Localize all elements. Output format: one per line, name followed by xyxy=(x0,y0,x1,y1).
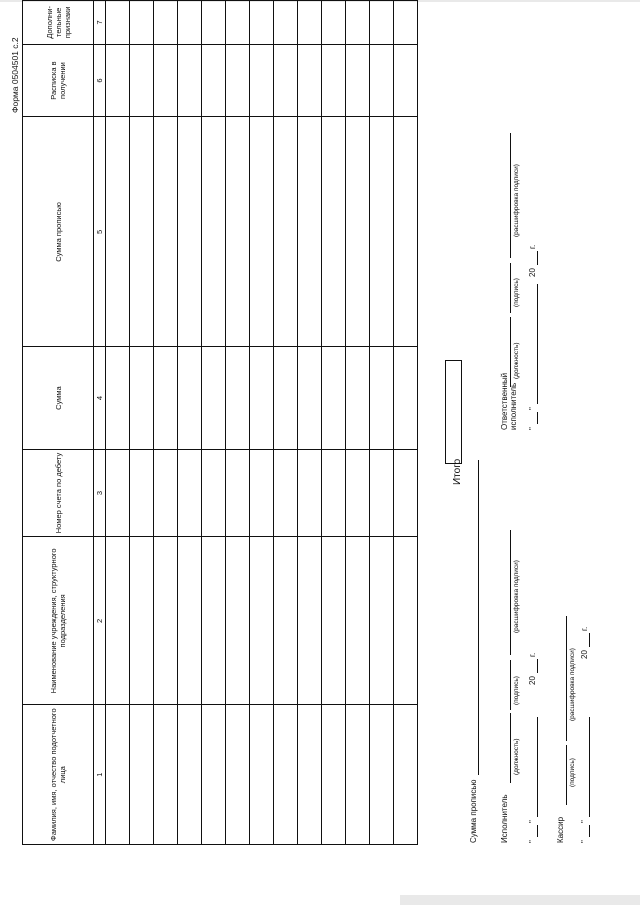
table-cell xyxy=(226,117,250,347)
table-cell xyxy=(370,705,394,845)
total-label: Итого xyxy=(452,458,463,485)
table-cell xyxy=(394,449,418,537)
table-cell xyxy=(346,449,370,537)
table-cell xyxy=(370,449,394,537)
table-cell xyxy=(154,44,178,117)
table-cell xyxy=(226,537,250,705)
table-cell xyxy=(346,537,370,705)
table-row xyxy=(226,1,250,845)
table-cell xyxy=(394,537,418,705)
col-header-receipt: Расписка в получении xyxy=(23,44,94,117)
responsible-label: Ответственный исполнитель xyxy=(500,372,518,430)
table-row xyxy=(178,1,202,845)
table-cell xyxy=(154,117,178,347)
executor-month-line xyxy=(537,717,538,817)
responsible-position-caption: (должность) xyxy=(513,342,520,379)
table-row xyxy=(394,1,418,845)
executor-decode-caption: (расшифровка подписи) xyxy=(513,560,520,633)
col-number: 1 xyxy=(94,705,106,845)
form-code: Форма 0504501 с.2 xyxy=(10,37,20,113)
col-number: 4 xyxy=(94,347,106,449)
table-cell xyxy=(130,117,154,347)
table-cell xyxy=(322,117,346,347)
table-cell xyxy=(202,537,226,705)
cashier-decode-caption: (расшифровка подписи) xyxy=(569,648,576,721)
executor-year-suffix: г. xyxy=(528,652,537,657)
table-cell xyxy=(370,1,394,45)
cashier-year-suffix: г. xyxy=(580,626,589,631)
table-cell xyxy=(178,705,202,845)
cashier-signature-caption: (подпись) xyxy=(569,758,576,787)
col-number: 3 xyxy=(94,449,106,537)
table-row xyxy=(370,1,394,845)
table-cell xyxy=(154,347,178,449)
responsible-year-line xyxy=(537,251,538,265)
cashier-decode-line xyxy=(566,616,567,741)
table-cell xyxy=(322,705,346,845)
table-cell xyxy=(178,44,202,117)
table-cell xyxy=(274,449,298,537)
table-cell xyxy=(322,347,346,449)
table-cell xyxy=(106,44,130,117)
table-cell xyxy=(346,44,370,117)
table-header-row xyxy=(23,1,94,845)
table-body xyxy=(106,1,418,845)
executor-decode-line xyxy=(510,530,511,655)
table-cell xyxy=(298,449,322,537)
table-cell xyxy=(274,44,298,117)
table-cell xyxy=(130,705,154,845)
table-number-row xyxy=(94,1,106,845)
table-cell xyxy=(298,117,322,347)
responsible-position-line xyxy=(510,317,511,387)
table-cell xyxy=(250,347,274,449)
cashier-day-line xyxy=(589,825,590,837)
table-cell xyxy=(250,537,274,705)
table-cell xyxy=(250,117,274,347)
table-cell xyxy=(250,1,274,45)
table-cell xyxy=(250,44,274,117)
table-cell xyxy=(106,449,130,537)
table-cell xyxy=(274,1,298,45)
table-row xyxy=(106,1,130,845)
table-cell xyxy=(154,537,178,705)
responsible-year-suffix: г. xyxy=(528,244,537,249)
cashier-date-quote-close: " xyxy=(580,820,589,823)
table-cell xyxy=(130,537,154,705)
report-table xyxy=(22,0,418,845)
table-cell xyxy=(394,44,418,117)
table-cell xyxy=(226,44,250,117)
executor-label: Исполнитель xyxy=(500,794,509,843)
table-row xyxy=(274,1,298,845)
col-number: 5 xyxy=(94,117,106,347)
cashier-label: Кассир xyxy=(556,816,565,843)
table-cell xyxy=(178,449,202,537)
table-cell xyxy=(202,347,226,449)
executor-year-line xyxy=(537,659,538,673)
col-header-fio: Фамилия, имя, отчество подотчетного лица xyxy=(23,705,94,845)
col-number: 6 xyxy=(94,44,106,117)
responsible-signature-line xyxy=(510,263,511,313)
table-cell xyxy=(298,537,322,705)
executor-year-prefix: 20 xyxy=(528,676,537,685)
responsible-day-line xyxy=(537,412,538,424)
responsible-signature-caption: (подпись) xyxy=(513,278,520,307)
col-header-amount-words: Сумма прописью xyxy=(23,117,94,347)
table-cell xyxy=(298,44,322,117)
cashier-year-line xyxy=(589,633,590,647)
table-cell xyxy=(298,1,322,45)
table-cell xyxy=(274,347,298,449)
table-cell xyxy=(202,117,226,347)
table-cell xyxy=(394,705,418,845)
table-cell xyxy=(202,705,226,845)
table-cell xyxy=(346,347,370,449)
table-cell xyxy=(130,449,154,537)
responsible-date-quote-close: " xyxy=(528,407,537,410)
table-row xyxy=(130,1,154,845)
table-cell xyxy=(106,537,130,705)
cashier-year-prefix: 20 xyxy=(580,650,589,659)
executor-day-line xyxy=(537,825,538,837)
table-cell xyxy=(130,1,154,45)
table-cell xyxy=(250,449,274,537)
table-cell xyxy=(202,449,226,537)
table-cell xyxy=(346,1,370,45)
col-header-institution: Наименование учреждения, структурного подразделения xyxy=(23,537,94,705)
table-cell xyxy=(178,537,202,705)
table-cell xyxy=(274,117,298,347)
responsible-decode-caption: (расшифровка подписи) xyxy=(513,164,520,237)
amount-words-label: Сумма прописью xyxy=(469,779,478,843)
table-cell xyxy=(226,449,250,537)
table-cell xyxy=(226,347,250,449)
table-cell xyxy=(250,705,274,845)
table-cell xyxy=(322,449,346,537)
table-cell xyxy=(346,705,370,845)
table-cell xyxy=(370,117,394,347)
table-cell xyxy=(106,1,130,45)
table-cell xyxy=(274,537,298,705)
cashier-month-line xyxy=(589,717,590,817)
total-amount-box xyxy=(445,360,462,464)
executor-signature-line xyxy=(510,660,511,710)
table-cell xyxy=(178,117,202,347)
table-cell xyxy=(202,44,226,117)
cashier-signature-line xyxy=(566,745,567,805)
executor-position-line xyxy=(510,713,511,783)
col-header-account: Номер счета по дебету xyxy=(23,449,94,537)
table-row xyxy=(202,1,226,845)
responsible-decode-line xyxy=(510,133,511,258)
amount-words-line xyxy=(478,460,479,775)
col-header-amount: Сумма xyxy=(23,347,94,449)
responsible-month-line xyxy=(537,284,538,404)
table-cell xyxy=(154,705,178,845)
table-cell xyxy=(130,347,154,449)
col-number: 7 xyxy=(94,1,106,45)
table-cell xyxy=(394,1,418,45)
col-number: 2 xyxy=(94,537,106,705)
table-cell xyxy=(394,117,418,347)
table-cell xyxy=(106,347,130,449)
table-cell xyxy=(274,705,298,845)
responsible-year-prefix: 20 xyxy=(528,268,537,277)
executor-signature-caption: (подпись) xyxy=(513,676,520,705)
table-row xyxy=(322,1,346,845)
table-cell xyxy=(370,44,394,117)
table-cell xyxy=(130,44,154,117)
table-cell xyxy=(106,117,130,347)
table-row xyxy=(250,1,274,845)
table-cell xyxy=(370,347,394,449)
table-cell xyxy=(202,1,226,45)
table-cell xyxy=(178,1,202,45)
table-cell xyxy=(394,347,418,449)
table-cell xyxy=(178,347,202,449)
table-cell xyxy=(322,537,346,705)
table-row xyxy=(298,1,322,845)
table-cell xyxy=(154,449,178,537)
table-cell xyxy=(322,1,346,45)
table-row xyxy=(154,1,178,845)
table-cell xyxy=(106,705,130,845)
table-cell xyxy=(154,1,178,45)
responsible-date-quote-open: " xyxy=(528,427,537,430)
table-cell xyxy=(298,347,322,449)
col-header-extra: Дополни-тельные признаки xyxy=(23,1,94,45)
executor-date-quote-open: " xyxy=(528,840,537,843)
table-cell xyxy=(226,1,250,45)
cashier-date-quote-open: " xyxy=(580,840,589,843)
table-cell xyxy=(322,44,346,117)
table-cell xyxy=(226,705,250,845)
executor-position-caption: (должность) xyxy=(513,738,520,775)
table-row xyxy=(346,1,370,845)
table-cell xyxy=(346,117,370,347)
table-cell xyxy=(370,537,394,705)
table-cell xyxy=(298,705,322,845)
executor-date-quote-close: " xyxy=(528,820,537,823)
